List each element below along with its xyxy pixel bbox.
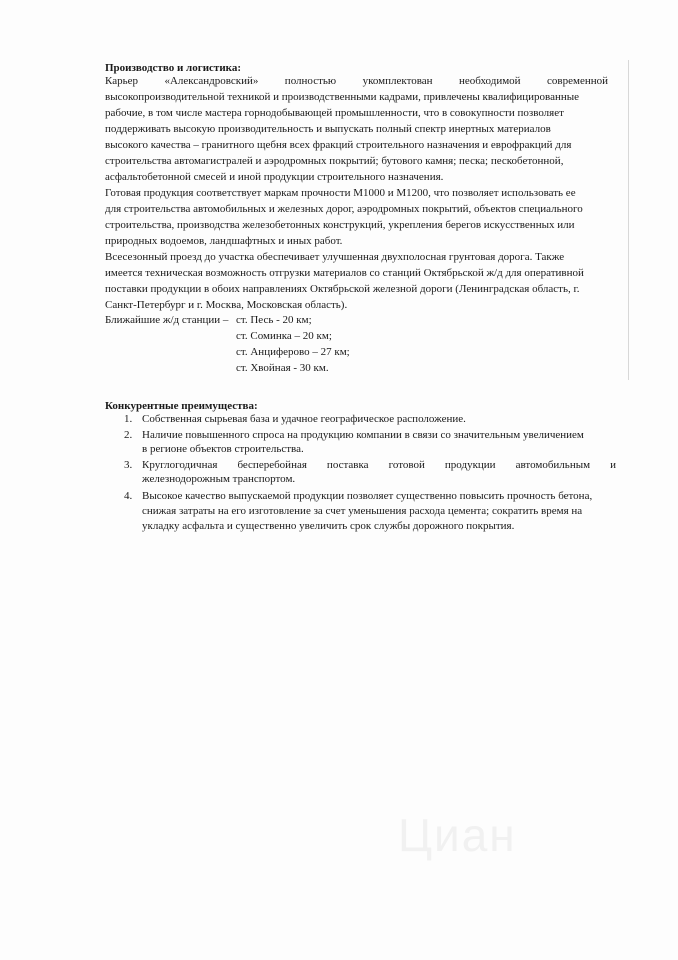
paragraph-line: поставки продукции в обоих направлениях Октябрьской железной дороги (Ленинградская область, г. [105,283,580,295]
paragraph-line: асфальтобетонной смесей и иной продукции строительного назначения. [105,171,444,183]
station-item: ст. Хвойная - 30 км. [236,362,329,374]
paragraph-line: Карьер «Александровский» полностью укомплектован необходимой современной [105,75,608,87]
station-item: ст. Анциферово – 27 км; [236,346,350,358]
paragraph-line: высокого качества – гранитного щебня всех фракций строительного назначения и еврофракций для [105,139,572,151]
list-item-text: Собственная сырьевая база и удачное географическое расположение. [142,413,466,425]
paragraph-line: строительства, производства железобетонных конструкций, укрепления берегов искусственных или [105,219,575,231]
list-item-text: укладку асфальта и существенно увеличить срок службы дорожного покрытия. [142,520,515,532]
list-item-number: 3. [124,459,133,471]
paragraph-line: природных водоемов, ландшафтных и иных работ. [105,235,343,247]
paragraph-line: рабочие, в том числе мастера горнодобывающей промышленности, что в совокупности позволяет [105,107,564,119]
paragraph-line: Санкт-Петербург и г. Москва, Московская область). [105,299,348,311]
list-item-text: в регионе объектов строительства. [142,443,304,455]
list-item-text: Высокое качество выпускаемой продукции позволяет существенно повысить прочность бетона, [142,490,593,502]
section-title-advantages: Конкурентные преимущества: [105,400,258,412]
scan-edge-line [628,60,629,380]
list-item-text: снижая затраты на его изготовление за счет уменьшения расхода цемента; сократить время на [142,505,583,517]
paragraph-line: для строительства автомобильных и железных дорог, аэродромных покрытий, объектов специального [105,203,583,215]
list-item-number: 2. [124,429,133,441]
list-item-text: Наличие повышенного спроса на продукцию компании в связи со значительным увеличением [142,429,584,441]
paragraph-line: высокопроизводительной техникой и производственными кадрами, привлечены квалифицированные [105,91,579,103]
station-item: ст. Соминка – 20 км; [236,330,332,342]
stations-label: Ближайшие ж/д станции – [105,314,229,326]
paragraph-line: Всесезонный проезд до участка обеспечивает улучшенная двухполосная грунтовая дорога. Также [105,251,565,263]
watermark-logo: Циан [398,809,517,861]
list-item-number: 4. [124,490,133,502]
paragraph-line: поддерживать высокую производительность и выпускать полный спектр инертных материалов [105,123,551,135]
station-item: ст. Песь - 20 км; [236,314,312,326]
list-item-text: железнодорожным транспортом. [142,473,296,485]
list-item-number: 1. [124,413,133,425]
paragraph-line: имеется техническая возможность отгрузки материалов со станций Октябрьской ж/д для оперативной [105,267,584,279]
list-item-text: Круглогодичная бесперебойная поставка готовой продукции автомобильным и [142,459,616,471]
paragraph-line: Готовая продукция соответствует маркам прочности М1000 и М1200, что позволяет использовать ее [105,187,576,199]
paragraph-line: строительства автомагистралей и аэродромных покрытий; бутового камня; песка; пескобетонной, [105,155,564,167]
section-title-production: Производство и логистика: [105,62,241,74]
